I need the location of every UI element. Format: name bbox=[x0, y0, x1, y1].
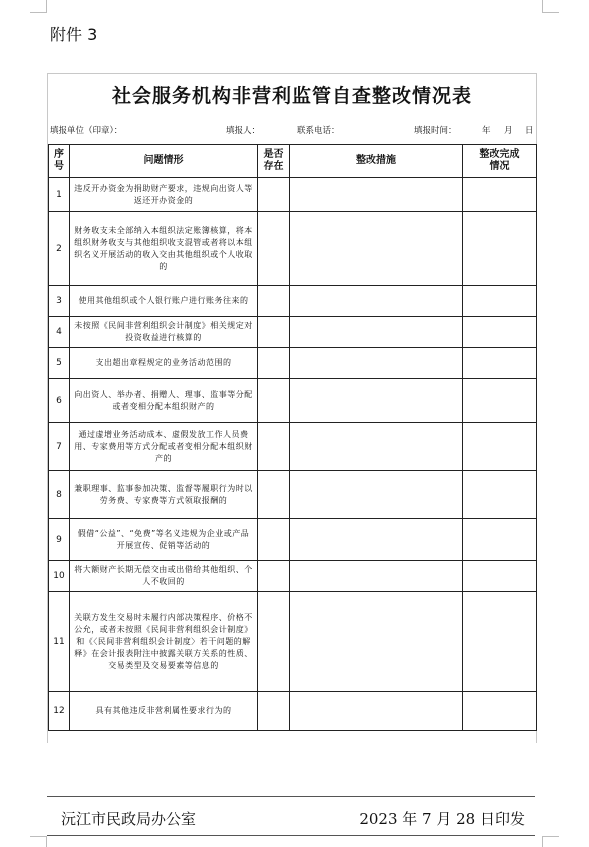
issue-text: 未按照《民间非营利组织会计制度》相关规定对投资收益进行核算的 bbox=[70, 317, 258, 348]
table-row: 3 使用其他组织或个人银行账户进行账务往来的 bbox=[49, 286, 537, 317]
exists-cell[interactable] bbox=[258, 379, 290, 423]
table-row: 10 将大额财产长期无偿交由或出借给其他组织、个人不收回的 bbox=[49, 561, 537, 592]
exists-cell[interactable] bbox=[258, 692, 290, 731]
fill-day-label: 日 bbox=[525, 126, 534, 136]
exists-cell[interactable] bbox=[258, 561, 290, 592]
table-row: 8 兼职理事、监事参加决策、监督等履职行为时以劳务费、专家费等方式领取报酬的 bbox=[49, 471, 537, 519]
measures-cell[interactable] bbox=[290, 317, 463, 348]
header-issue: 问题情形 bbox=[70, 145, 258, 178]
measures-cell[interactable] bbox=[290, 692, 463, 731]
fill-person-label: 填报人： bbox=[226, 126, 261, 136]
measures-cell[interactable] bbox=[290, 471, 463, 519]
table-row: 1 违反开办资金为捐助财产要求，违规向出资人等返还开办资金的 bbox=[49, 178, 537, 212]
issue-date: 2023 年 7 月 28 日印发 bbox=[359, 810, 525, 828]
header-exists: 是否存在 bbox=[258, 145, 290, 178]
exists-cell[interactable] bbox=[258, 212, 290, 286]
fill-time-label: 填报时间： bbox=[414, 126, 457, 136]
table-header-row bbox=[49, 145, 537, 178]
form-sheet bbox=[47, 73, 537, 743]
measures-cell[interactable] bbox=[290, 561, 463, 592]
title-box bbox=[48, 73, 536, 114]
fill-year-label: 年 bbox=[482, 126, 491, 136]
measures-cell[interactable] bbox=[290, 348, 463, 379]
completion-cell[interactable] bbox=[463, 317, 537, 348]
completion-cell[interactable] bbox=[463, 561, 537, 592]
issue-text: 向出资人、举办者、捐赠人、理事、监事等分配或者变相分配本组织财产的 bbox=[70, 379, 258, 423]
exists-cell[interactable] bbox=[258, 286, 290, 317]
issue-text: 使用其他组织或个人银行账户进行账务往来的 bbox=[70, 286, 258, 317]
issue-text: 财务收支未全部纳入本组织法定账簿核算，将本组织财务收支与其他组织收支混管或者将以本组织名义开展活动的收入交由其他组织或个人收取的 bbox=[70, 212, 258, 286]
measures-cell[interactable] bbox=[290, 519, 463, 561]
form-title: 社会服务机构非营利监管自查整改情况表 bbox=[111, 84, 472, 107]
exists-cell[interactable] bbox=[258, 178, 290, 212]
table-row: 5 支出超出章程规定的业务活动范围的 bbox=[49, 348, 537, 379]
footer-imprint bbox=[47, 796, 535, 836]
table-row: 9 假借“公益”、“免费”等名义违规为企业或产品开展宣传、促销等活动的 bbox=[49, 519, 537, 561]
crop-mark-top-right bbox=[542, 0, 559, 13]
inspection-table bbox=[48, 144, 537, 731]
header-measures: 整改措施 bbox=[290, 145, 463, 178]
exists-cell[interactable] bbox=[258, 592, 290, 692]
completion-cell[interactable] bbox=[463, 379, 537, 423]
issue-text: 将大额财产长期无偿交由或出借给其他组织、个人不收回的 bbox=[70, 561, 258, 592]
exists-cell[interactable] bbox=[258, 348, 290, 379]
measures-cell[interactable] bbox=[290, 592, 463, 692]
measures-cell[interactable] bbox=[290, 423, 463, 471]
completion-cell[interactable] bbox=[463, 423, 537, 471]
header-completion: 整改完成情况 bbox=[463, 145, 537, 178]
issue-text: 关联方发生交易时未履行内部决策程序、价格不公允，或者未按照《民间非营利组织会计制度》和《〈民间非营利组织会计制度〉若干问题的解释》在会计报表附注中披露关联方关系的性质、交易类型及交易要素等信息的 bbox=[70, 592, 258, 692]
crop-mark-top-left bbox=[30, 0, 47, 13]
issue-text: 兼职理事、监事参加决策、监督等履职行为时以劳务费、专家费等方式领取报酬的 bbox=[70, 471, 258, 519]
completion-cell[interactable] bbox=[463, 178, 537, 212]
table-row: 4 未按照《民间非营利组织会计制度》相关规定对投资收益进行核算的 bbox=[49, 317, 537, 348]
fill-month-label: 月 bbox=[504, 126, 513, 136]
header-no: 序号 bbox=[49, 145, 70, 178]
crop-mark-bottom-left bbox=[30, 836, 47, 847]
table-row: 2 财务收支未全部纳入本组织法定账簿核算，将本组织财务收支与其他组织收支混管或者将以本组织名义开展活动的收入交由其他组织或个人收取的 bbox=[49, 212, 537, 286]
completion-cell[interactable] bbox=[463, 519, 537, 561]
crop-mark-bottom-right bbox=[542, 836, 559, 847]
exists-cell[interactable] bbox=[258, 317, 290, 348]
table-row: 11 关联方发生交易时未履行内部决策程序、价格不公允，或者未按照《民间非营利组织会计制度》和《〈民间非营利组织会计制度〉若干问题的解释》在会计报表附注中披露关联方关系的性质、交易类型及交易要素等信息的 bbox=[49, 592, 537, 692]
exists-cell[interactable] bbox=[258, 471, 290, 519]
measures-cell[interactable] bbox=[290, 286, 463, 317]
exists-cell[interactable] bbox=[258, 423, 290, 471]
measures-cell[interactable] bbox=[290, 379, 463, 423]
fill-unit-label: 填报单位（印章）： bbox=[50, 126, 123, 136]
issue-text: 支出超出章程规定的业务活动范围的 bbox=[70, 348, 258, 379]
completion-cell[interactable] bbox=[463, 592, 537, 692]
issuing-office: 沅江市民政局办公室 bbox=[61, 810, 197, 828]
completion-cell[interactable] bbox=[463, 212, 537, 286]
exists-cell[interactable] bbox=[258, 519, 290, 561]
table-row: 7 通过虚增业务活动成本、虚假发放工作人员费用、专家费用等方式分配或者变相分配本组织财产的 bbox=[49, 423, 537, 471]
issue-text: 具有其他违反非营利属性要求行为的 bbox=[70, 692, 258, 731]
fill-phone-label: 联系电话： bbox=[297, 126, 340, 136]
issue-text: 假借“公益”、“免费”等名义违规为企业或产品开展宣传、促销等活动的 bbox=[70, 519, 258, 561]
completion-cell[interactable] bbox=[463, 286, 537, 317]
measures-cell[interactable] bbox=[290, 178, 463, 212]
completion-cell[interactable] bbox=[463, 471, 537, 519]
issue-text: 违反开办资金为捐助财产要求，违规向出资人等返还开办资金的 bbox=[70, 178, 258, 212]
table-row: 12 具有其他违反非营利属性要求行为的 bbox=[49, 692, 537, 731]
completion-cell[interactable] bbox=[463, 348, 537, 379]
completion-cell[interactable] bbox=[463, 692, 537, 731]
measures-cell[interactable] bbox=[290, 212, 463, 286]
attachment-label: 附件 3 bbox=[50, 25, 98, 44]
issue-text: 通过虚增业务活动成本、虚假发放工作人员费用、专家费用等方式分配或者变相分配本组织财产的 bbox=[70, 423, 258, 471]
table-row: 6 向出资人、举办者、捐赠人、理事、监事等分配或者变相分配本组织财产的 bbox=[49, 379, 537, 423]
fill-info-row bbox=[48, 114, 536, 140]
